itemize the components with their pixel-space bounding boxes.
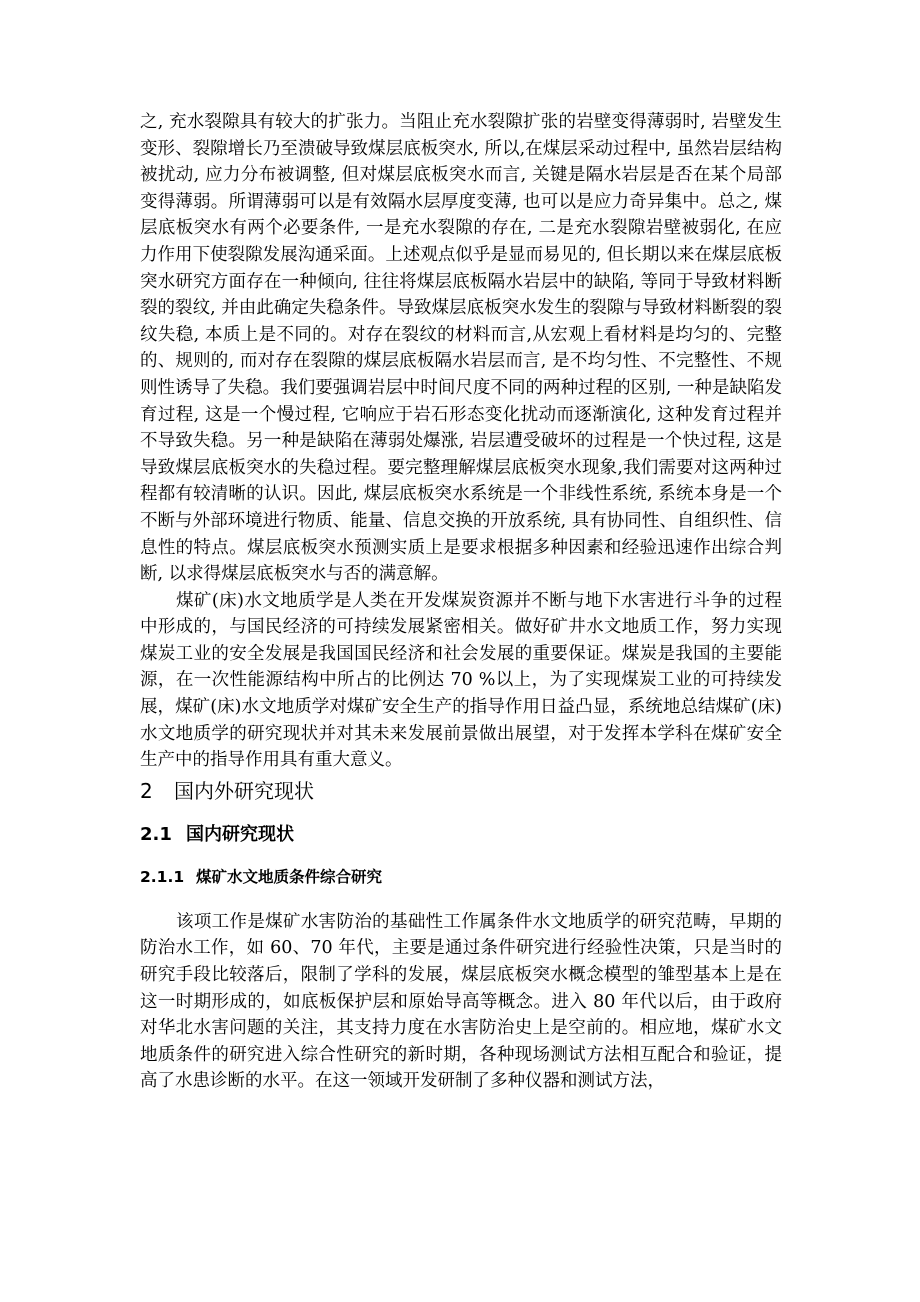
- subsection-title: 国内研究现状: [186, 823, 294, 845]
- section-title: 国内外研究现状: [174, 778, 314, 803]
- section-number: 2: [140, 778, 153, 803]
- body-paragraph-1: 之, 充水裂隙具有较大的扩张力。当阻止充水裂隙扩张的岩壁变得薄弱时, 岩壁发生变形、裂隙增长乃至溃破导致煤层底板突水, 所以,在煤层采动过程中, 虽然岩层结构被扰动, 应力分布被调整, 但对煤层底板突水而言, 关键是隔水岩层是否在某个局部变得薄弱。所谓薄弱可以是有效隔水层厚度变薄, 也可以是应力奇异集中。总之, 煤层底板突水有两个必要条件, 一是充水裂隙的存在, 二是充水裂隙岩壁被弱化, 在应力作用下使裂隙发展沟通采面。上述观点似乎是显而易见的, 但长期以来在煤层底板突水研究方面存在一种倾向, 往往将煤层底板隔水岩层中的缺陷, 等同于导致材料断裂的裂纹, 并由此确定失稳条件。导致煤层底板突水发生的裂隙与导致材料断裂的裂纹失稳, 本质上是不同的。对存在裂纹的材料而言,从宏观上看材料是均匀的、完整的、规则的, 而对存在裂隙的煤层底板隔水岩层而言, 是不均匀性、不完整性、不规则性诱导了失稳。我们要强调岩层中时间尺度不同的两种过程的区别, 一种是缺陷发育过程, 这是一个慢过程, 它响应于岩石形态变化扰动而逐渐演化, 这种发育过程并不导致失稳。另一种是缺陷在薄弱处爆涨, 岩层遭受破坏的过程是一个快过程, 这是导致煤层底板突水的失稳过程。要完整理解煤层底板突水现象,我们需要对这两种过程都有较清晰的认识。因此, 煤层底板突水系统是一个非线性系统, 系统本身是一个不断与外部环境进行物质、能量、信息交换的开放系统, 具有协同性、自组织性、信息性的特点。煤层底板突水预测实质上是要求根据多种因素和经验迅速作出综合判断, 以求得煤层底板突水与否的满意解。: [140, 112, 782, 585]
- subsubsection-heading-2-1-1: [140, 865, 782, 889]
- section-heading-2: [140, 776, 782, 806]
- subsection-number: 2.1: [140, 823, 172, 845]
- subsection-heading-2-1: [140, 821, 782, 849]
- subsubsection-number: 2.1.1: [140, 867, 185, 886]
- body-paragraph-3: 该项工作是煤矿水害防治的基础性工作属条件水文地质学的研究范畴，早期的防治水工作，如 60、70 年代，主要是通过条件研究进行经验性决策，只是当时的研究手段比较落后，限制了学科的发展，煤层底板突水概念模型的雏型基本上是在这一时期形成的，如底板保护层和原始导高等概念。进入 80 年代以后，由于政府对华北水害问题的关注，其支持力度在水害防治史上是空前的。相应地，煤矿水文地质条件的研究进入综合性研究的新时期，各种现场测试方法相互配合和验证，提高了水患诊断的水平。在这一领域开发研制了多种仪器和测试方法，: [140, 911, 782, 1092]
- body-paragraph-2: 煤矿(床)水文地质学是人类在开发煤炭资源并不断与地下水害进行斗争的过程中形成的，与国民经济的可持续发展紧密相关。做好矿井水文地质工作，努力实现煤炭工业的安全发展是我国国民经济和社会发展的重要保证。煤炭是我国的主要能源，在一次性能源结构中所占的比例达 70 %以上，为了实现煤炭工业的可持续发展，煤矿(床)水文地质学对煤矿安全生产的指导作用日益凸显，系统地总结煤矿(床)水文地质学的研究现状并对其未来发展前景做出展望，对于发挥本学科在煤矿安全生产中的指导作用具有重大意义。: [140, 590, 782, 771]
- subsubsection-title: 煤矿水文地质条件综合研究: [196, 867, 383, 886]
- document-page: [140, 109, 782, 1095]
